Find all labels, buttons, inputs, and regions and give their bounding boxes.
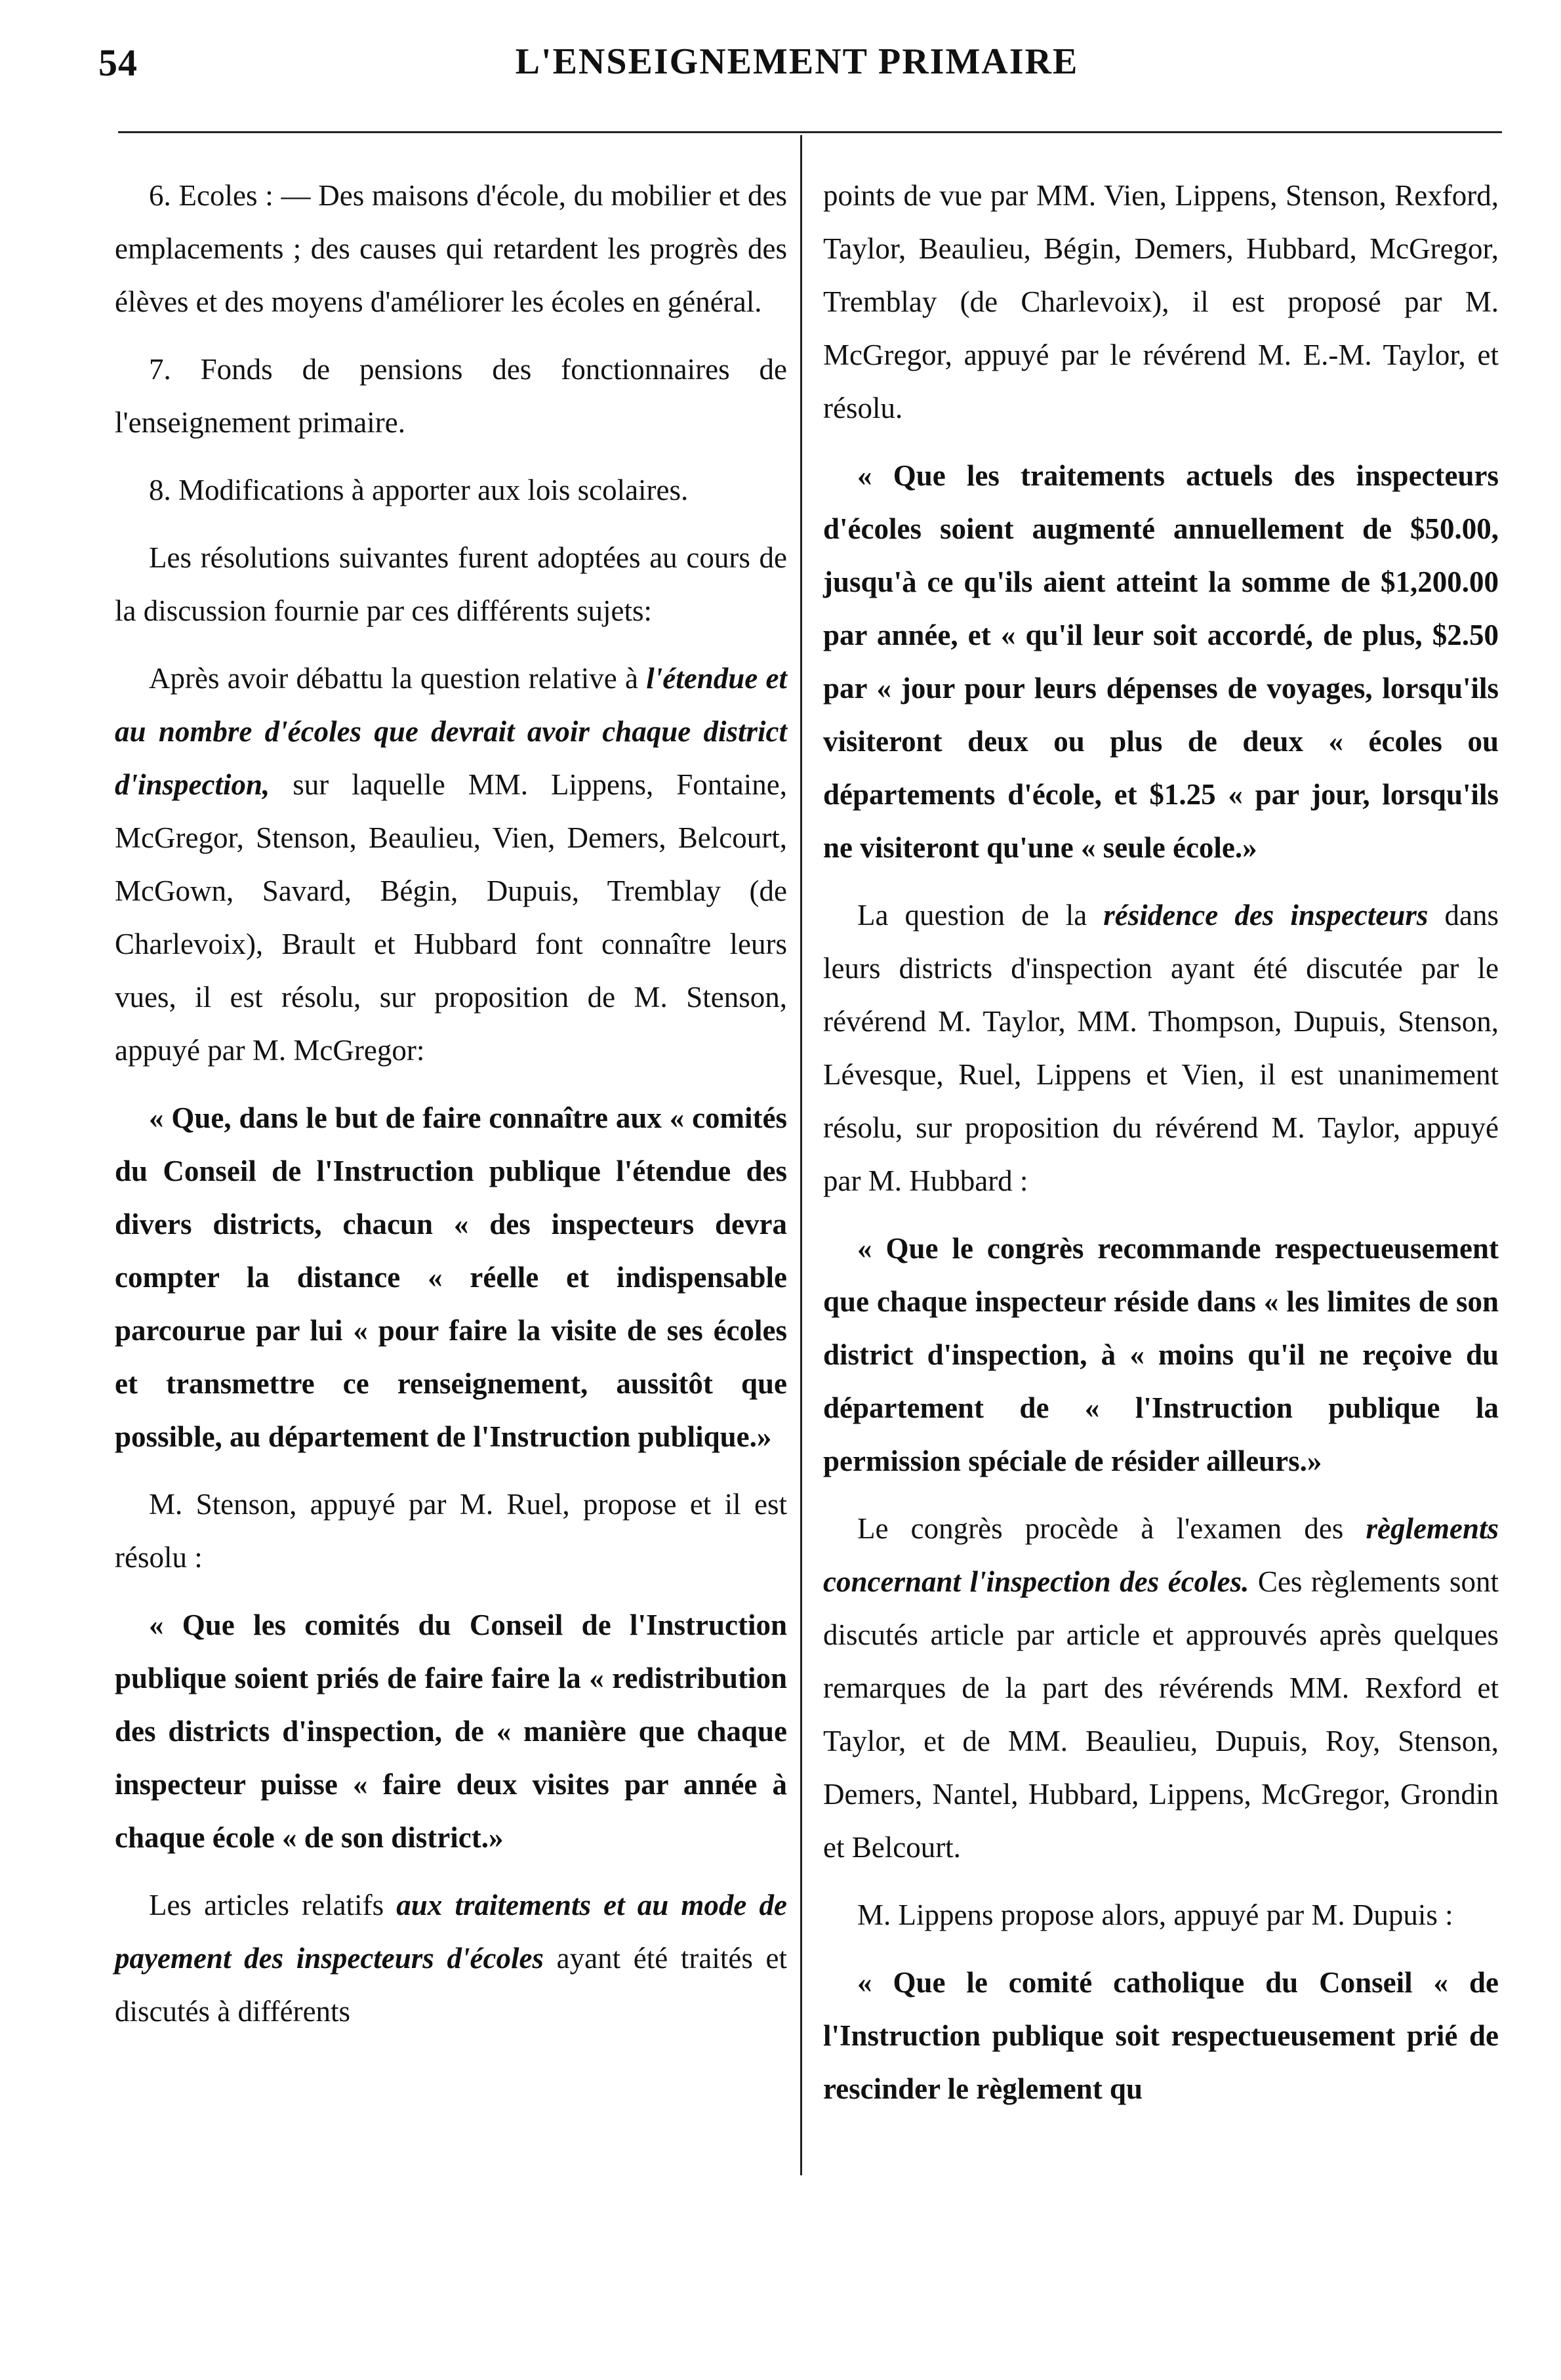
district-paragraph bbox=[115, 652, 787, 1077]
district-paragraph-end: sur laquelle MM. Lippens, Fontaine, McGregor, Stenson, Beaulieu, Vien, Demers, Belcourt, McGown, Savard, Bégin, Dupuis, Tremblay (de Charlevoix), Brault et Hubbard font connaître leurs vues, il est résolu, sur proposition de M. Stenson, appuyé par M. McGregor: bbox=[115, 768, 787, 1067]
salary-topic: aux traitements et au mode de payement des inspecteurs d'écoles bbox=[115, 1889, 787, 1975]
lippens-proposal: M. Lippens propose alors, appuyé par M. Dupuis : bbox=[857, 1898, 1453, 1931]
salary-paragraph-end: ayant été traités et discutés à différents bbox=[115, 1942, 787, 2028]
header-rule bbox=[118, 131, 1502, 133]
agenda-item-8: 8. Modifications à apporter aux lois scolaires. bbox=[149, 474, 689, 506]
agenda-item-6: 6. Ecoles : — Des maisons d'école, du mobilier et des emplacements ; des causes qui retardent les progrès des élèves et des moyens d'améliorer les écoles en général. bbox=[115, 179, 787, 318]
salary-paragraph bbox=[115, 1879, 787, 2038]
regulations-topic: règlements concernant l'inspection des écoles. bbox=[823, 1512, 1499, 1598]
salary-paragraph-start: Les articles relatifs bbox=[149, 1889, 397, 1921]
regulations-paragraph bbox=[823, 1502, 1499, 1874]
redistribution-quote: « Que les comités du Conseil de l'Instruction publique soient priés de faire faire la « redistribution des districts d'inspection, de « manière que chaque inspecteur puisse « faire deux visites par année à chaque école « de son district.» bbox=[115, 1609, 787, 1854]
residence-paragraph-end: dans leurs districts d'inspection ayant été discutée par le révérend M. Taylor, MM. Thompson, Dupuis, Stenson, Lévesque, Ruel, Lippens et Vien, il est unanimement résolu, sur proposition du révérend M. Taylor, appuyé par M. Hubbard : bbox=[823, 899, 1499, 1197]
left-column bbox=[115, 169, 787, 2053]
page-number: 54 bbox=[98, 41, 138, 84]
salary-continuation: points de vue par MM. Vien, Lippens, Stenson, Rexford, Taylor, Beaulieu, Bégin, Demers, Hubbard, McGregor, Tremblay (de Charlevoix), il est proposé par M. McGregor, appuyé par le révérend M. E.-M. Taylor, et résolu. bbox=[823, 179, 1499, 424]
running-title: L'ENSEIGNEMENT PRIMAIRE bbox=[515, 41, 1079, 82]
residence-resolution-quote: « Que le congrès recommande respectueusement que chaque inspecteur réside dans « les limites de son district d'inspection, à « moins qu'il ne reçoive du département de « l'Instruction publique la permission spéciale de résider ailleurs.» bbox=[823, 1232, 1499, 1477]
district-paragraph-start: Après avoir débattu la question relative à bbox=[149, 662, 647, 695]
resolutions-intro: Les résolutions suivantes furent adoptées au cours de la discussion fournie par ces différents sujets: bbox=[115, 541, 787, 627]
residence-topic: résidence des inspecteurs bbox=[1103, 899, 1429, 932]
rescind-quote: « Que le comité catholique du Conseil « de l'Instruction publique soit respectueusement prié de rescinder le règlement qu bbox=[823, 1966, 1499, 2105]
distance-resolution-quote: « Que, dans le but de faire connaître aux « comités du Conseil de l'Instruction publique l'étendue des divers districts, chacun « des inspecteurs devra compter la distance « réelle et indispensable parcourue par lui « pour faire la visite de ses écoles et transmettre ce renseignement, aussitôt que possible, au département de l'Instruction publique.» bbox=[115, 1101, 787, 1453]
regulations-paragraph-start: Le congrès procède à l'examen des bbox=[857, 1512, 1366, 1545]
district-topic: l'étendue et au nombre d'écoles que devrait avoir chaque district d'inspection, bbox=[115, 662, 787, 801]
residence-paragraph-start: La question de la bbox=[857, 899, 1104, 932]
right-column bbox=[823, 169, 1499, 2130]
regulations-paragraph-end: Ces règlements sont discutés article par article et approuvés après quelques remarques de la part des révérends MM. Rexford et Taylor, et de MM. Beaulieu, Dupuis, Roy, Stenson, Demers, Nantel, Hubbard, Lippens, McGregor, Grondin et Belcourt. bbox=[823, 1565, 1499, 1864]
agenda-item-7: 7. Fonds de pensions des fonctionnaires de l'enseignement primaire. bbox=[115, 353, 787, 439]
stenson-proposal: M. Stenson, appuyé par M. Ruel, propose et il est résolu : bbox=[115, 1488, 787, 1574]
residence-paragraph bbox=[823, 889, 1499, 1208]
page-header bbox=[98, 41, 1495, 93]
column-divider bbox=[800, 135, 802, 2175]
salary-resolution-quote: « Que les traitements actuels des inspecteurs d'écoles soient augmenté annuellement de $50.00, jusqu'à ce qu'ils aient atteint la somme de $1,200.00 par année, et « qu'il leur soit accordé, de plus, $2.50 par « jour pour leurs dépenses de voyages, lorsqu'ils visiteront deux ou plus de deux « écoles ou départements d'école, et $1.25 « par jour, lorsqu'ils ne visiteront qu'une « seule école.» bbox=[823, 459, 1499, 864]
